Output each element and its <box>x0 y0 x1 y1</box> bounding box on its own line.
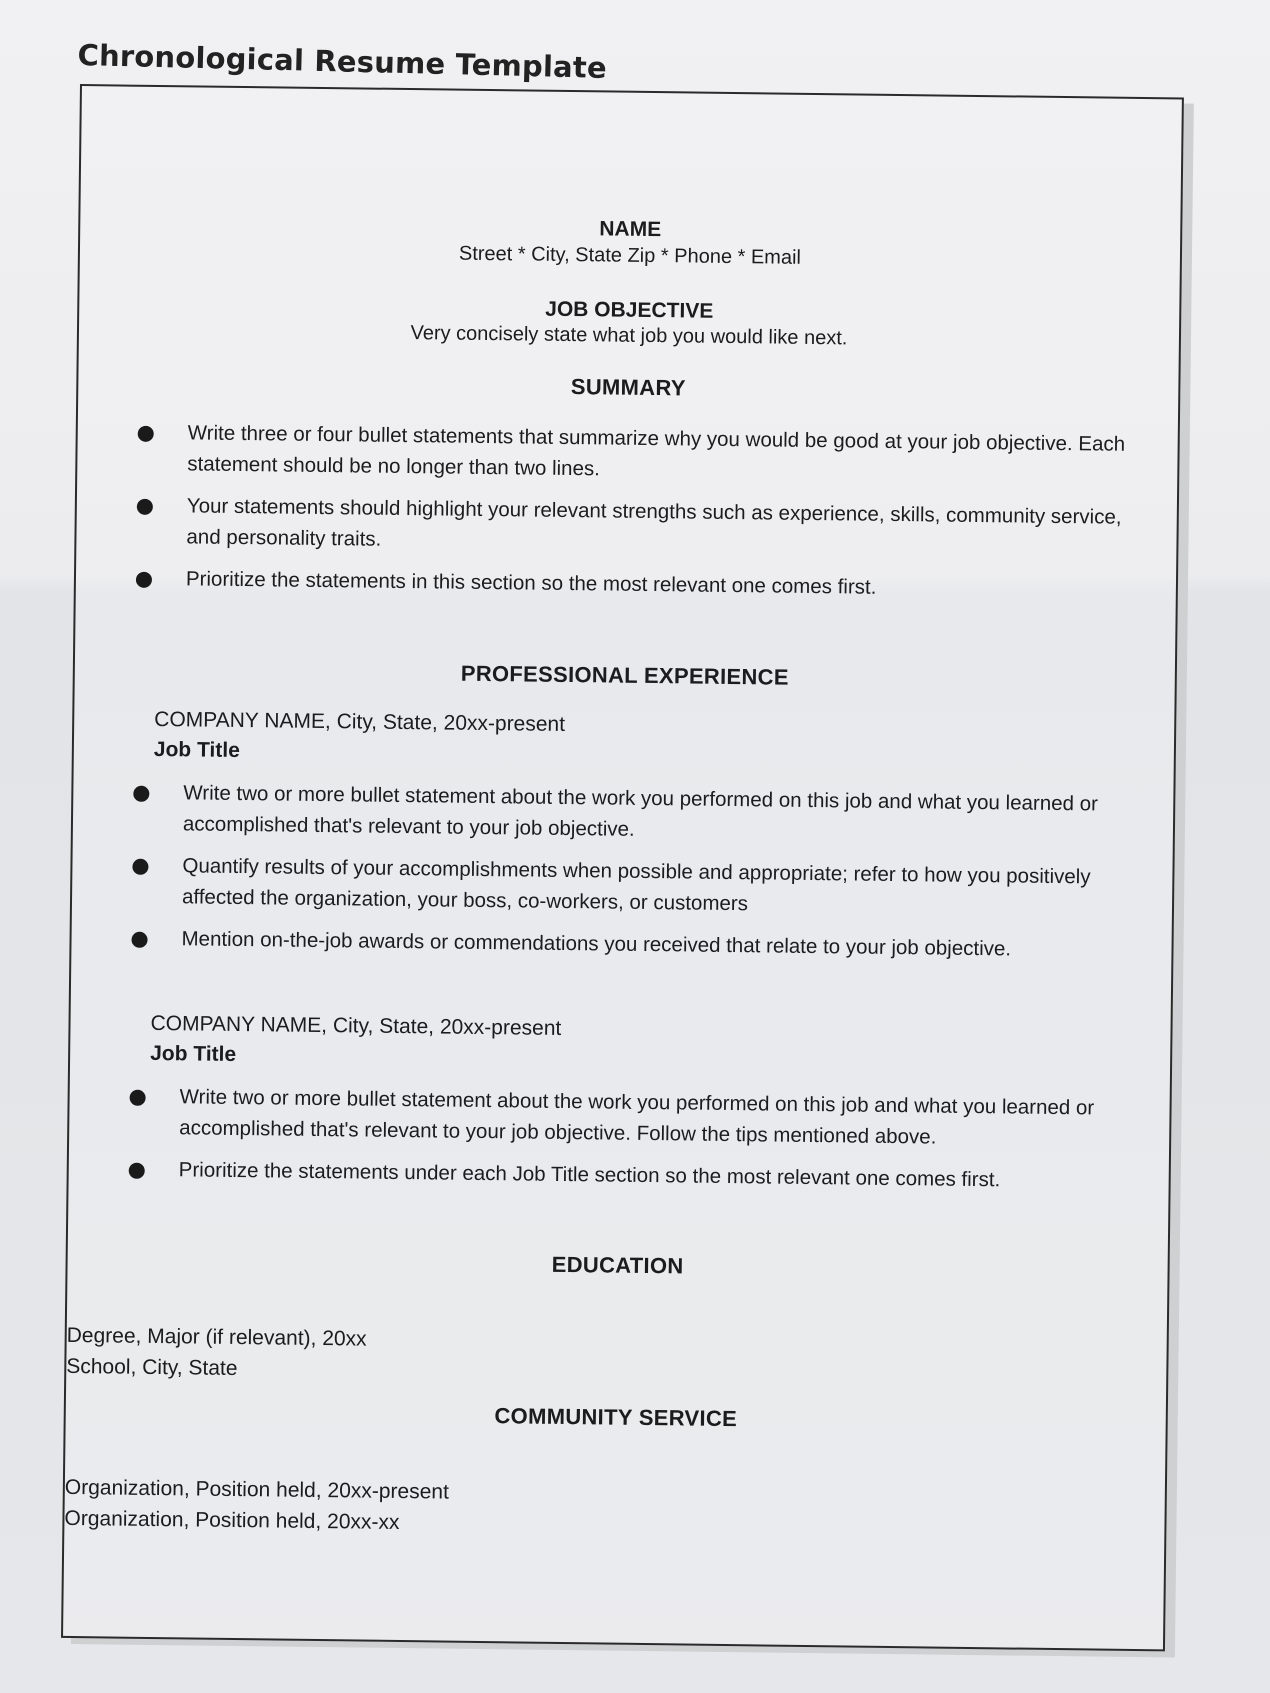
summary-heading: SUMMARY <box>570 374 686 401</box>
list-item <box>129 1081 1130 1155</box>
community-heading: COMMUNITY SERVICE <box>494 1403 738 1432</box>
bullet-text: Your statements should highlight your relevant strengths such as experience, skills, community service, and personality traits. <box>186 494 1122 551</box>
list-item <box>131 923 1131 966</box>
bullet-icon <box>137 499 153 515</box>
bullet-text: Write two or more bullet statement about the work you performed on this job and what you learned or accomplished that's relevant to your job objective. Follow the tips mentioned above. <box>179 1085 1095 1149</box>
list-item <box>133 777 1134 851</box>
education-block <box>66 1320 367 1386</box>
job-header <box>154 705 565 770</box>
degree-line: Degree, Major (if relevant), 20xx <box>66 1323 367 1351</box>
objective-heading: JOB OBJECTIVE <box>545 297 714 323</box>
job-header <box>150 1009 561 1074</box>
job-title: Job Title <box>150 1041 237 1066</box>
education-heading: EDUCATION <box>551 1251 684 1279</box>
bullet-icon <box>131 932 147 948</box>
summary-list <box>136 417 1138 617</box>
list-item <box>132 850 1133 924</box>
bullet-text: Mention on-the-job awards or commendations you received that relate to your job objective. <box>181 927 1012 961</box>
job-2-list <box>128 1081 1129 1208</box>
bullet-text: Prioritize the statements under each Job Title section so the most relevant one comes first. <box>178 1158 1001 1192</box>
bullet-icon <box>129 1163 145 1179</box>
bullet-text: Write two or more bullet statement about the work you performed on this job and what you learned or accomplished that's relevant to your job objective. <box>182 781 1099 841</box>
bullet-icon <box>136 572 152 588</box>
resume-frame <box>61 84 1184 1651</box>
community-line: Organization, Position held, 20xx-present <box>64 1475 450 1504</box>
company-line: COMPANY NAME, City, State, 20xx-present <box>154 707 566 736</box>
resume-name: NAME <box>599 217 662 242</box>
contact-line: Street * City, State Zip * Phone * Email <box>458 242 802 269</box>
experience-heading: PROFESSIONAL EXPERIENCE <box>460 660 789 690</box>
bullet-icon <box>138 426 154 442</box>
page-title: Chronological Resume Template <box>77 38 608 85</box>
school-line: School, City, State <box>66 1354 238 1381</box>
bullet-text: Write three or four bullet statements that summarize why you would be good at your job objective. Each statement should be no longer than two lines. <box>187 421 1126 481</box>
list-item <box>137 417 1138 491</box>
bullet-icon <box>133 786 149 802</box>
company-line: COMPANY NAME, City, State, 20xx-present <box>150 1011 562 1040</box>
bullet-text: Quantify results of your accomplishments when possible and appropriate; refer to how you positively affected the organization, your boss, co-workers, or customers <box>181 854 1091 916</box>
list-item <box>129 1154 1129 1197</box>
community-line: Organization, Position held, 20xx-xx <box>64 1506 400 1535</box>
list-item <box>136 490 1137 564</box>
bullet-text: Prioritize the statements in this section so the most relevant one comes first. <box>185 567 877 599</box>
list-item <box>136 563 1136 606</box>
objective-text: Very concisely state what job you would like next. <box>410 322 848 350</box>
job-title: Job Title <box>153 737 240 763</box>
bullet-icon <box>132 859 148 875</box>
community-block <box>64 1472 449 1539</box>
job-1-list <box>131 777 1133 977</box>
resume-sheet <box>61 84 1206 1658</box>
bullet-icon <box>130 1090 146 1106</box>
